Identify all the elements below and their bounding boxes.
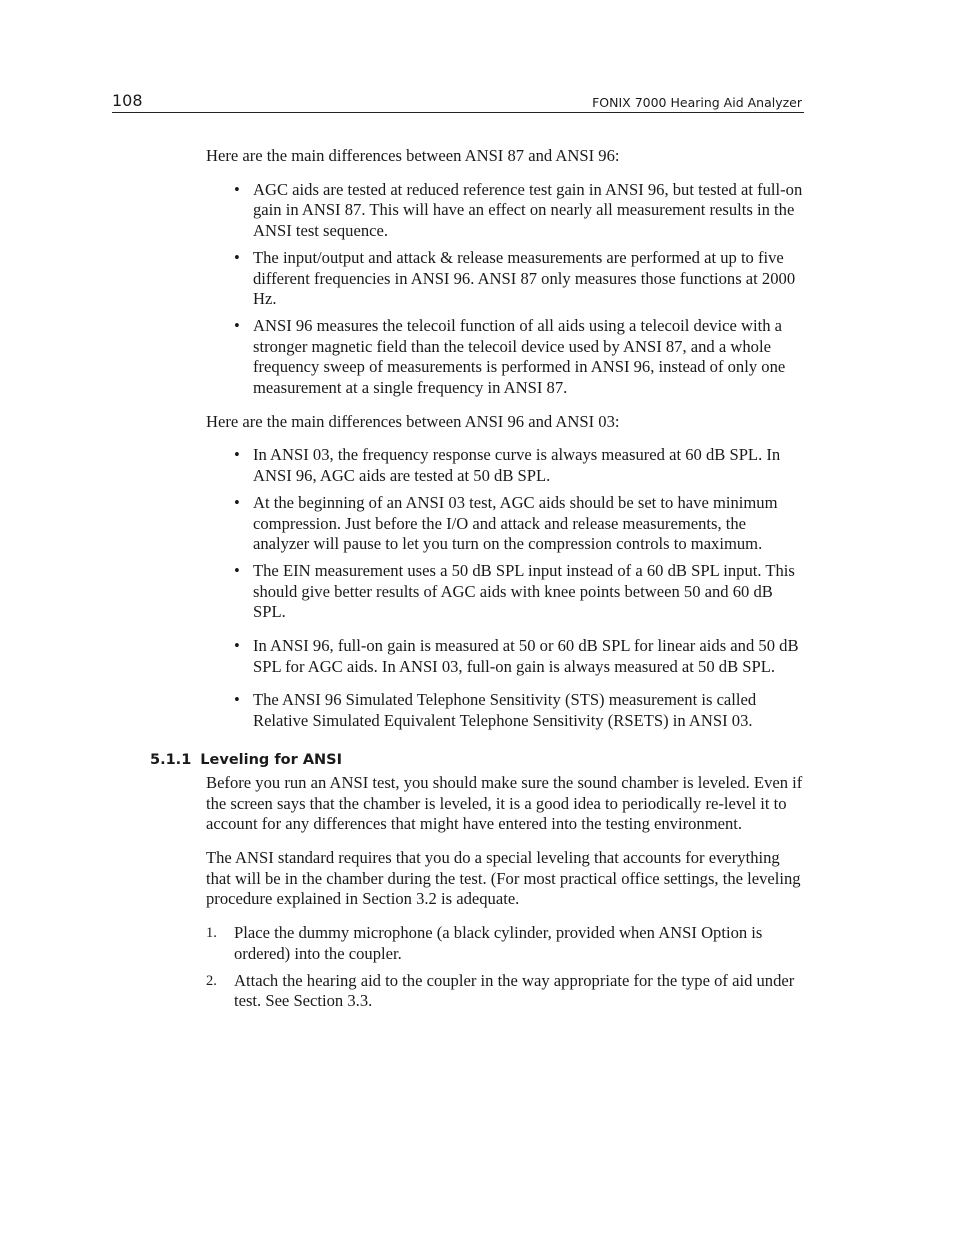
list-item-text: At the beginning of an ANSI 03 test, AGC aids should be set to have minimum compression. Just before the I/O and attack and release measurements, the analyzer will pause to let you turn on the compression controls to maximum. <box>253 492 778 554</box>
bullet-icon: • <box>234 636 240 656</box>
list-item-text: In ANSI 03, the frequency response curve is always measured at 60 dB SPL. In ANSI 96, AGC aids are tested at 50 dB SPL. <box>253 445 781 486</box>
list-item <box>206 636 806 677</box>
list-item <box>206 971 806 1012</box>
list-item <box>206 180 806 242</box>
step-text: Attach the hearing aid to the coupler in the way appropriate for the type of aid under test. See Section 3.3. <box>234 970 795 1011</box>
running-title: FONIX 7000 Hearing Aid Analyzer <box>592 95 802 110</box>
bullet-icon: • <box>234 247 240 267</box>
intro-paragraph-96-03: Here are the main differences between ANSI 96 and ANSI 03: <box>206 411 620 431</box>
bullet-icon: • <box>234 492 240 512</box>
list-item-text: In ANSI 96, full-on gain is measured at 50 or 60 dB SPL for linear aids and 50 dB SPL for AGC aids. In ANSI 03, full-on gain is always measured at 50 dB SPL. <box>253 636 799 676</box>
list-item <box>206 316 806 399</box>
bullet-icon: • <box>234 315 240 335</box>
differences-87-96-list <box>206 180 806 399</box>
header-rule <box>112 112 804 113</box>
list-item <box>206 690 806 731</box>
list-item <box>206 493 806 555</box>
page-number: 108 <box>112 91 143 110</box>
step-number: 2. <box>206 972 217 989</box>
step-text: Place the dummy microphone (a black cylinder, provided when ANSI Option is ordered) into the coupler. <box>234 923 763 963</box>
list-item-text: The ANSI 96 Simulated Telephone Sensitivity (STS) measurement is called Relative Simulated Equivalent Telephone Sensitivity (RSETS) in ANSI 03. <box>253 690 757 731</box>
list-item-text: The input/output and attack & release measurements are performed at up to five different frequencies in ANSI 96. ANSI 87 only measures those functions at 2000 Hz. <box>253 247 796 309</box>
list-item <box>206 561 806 623</box>
intro-paragraph-87-96: Here are the main differences between ANSI 87 and ANSI 96: <box>206 146 620 165</box>
list-item-text: The EIN measurement uses a 50 dB SPL input instead of a 60 dB SPL input. This should give better results of AGC aids with knee points between 50 and 60 dB SPL. <box>253 560 795 622</box>
list-item-text: AGC aids are tested at reduced reference test gain in ANSI 96, but tested at full-on gain in ANSI 87. This will have an effect on nearly all measurement results in the ANSI test sequence. <box>253 179 803 241</box>
list-item <box>206 445 806 486</box>
section-number: 5.1.1 <box>150 751 192 768</box>
bullet-icon: • <box>234 179 240 199</box>
bullet-icon: • <box>234 445 240 465</box>
bullet-icon: • <box>234 690 240 710</box>
list-item-text: ANSI 96 measures the telecoil function of all aids using a telecoil device with a stronger magnetic field than the telecoil device used by ANSI 87, and a whole frequency sweep of measurements is performed in ANSI 96, instead of only one measurement at a single frequency in ANSI 87. <box>253 315 786 398</box>
step-number: 1. <box>206 925 217 942</box>
body-text <box>150 146 806 1018</box>
differences-96-03-list <box>206 445 806 731</box>
section-heading <box>150 750 806 770</box>
section-title: Leveling for ANSI <box>200 751 343 768</box>
section-paragraph-2: The ANSI standard requires that you do a special leveling that accounts for everything that will be in the chamber during the test. (For most practical office settings, the leveling procedure explained in Section 3.2 is adequate. <box>206 847 801 909</box>
leveling-steps-list <box>206 923 806 1012</box>
list-item <box>206 248 806 310</box>
list-item <box>206 923 806 964</box>
bullet-icon: • <box>234 560 240 580</box>
section-paragraph-1: Before you run an ANSI test, you should make sure the sound chamber is leveled. Even if the screen says that the chamber is leveled, it is a good idea to periodically re-level it to account for any differences that might have entered into the testing environment. <box>206 772 803 834</box>
